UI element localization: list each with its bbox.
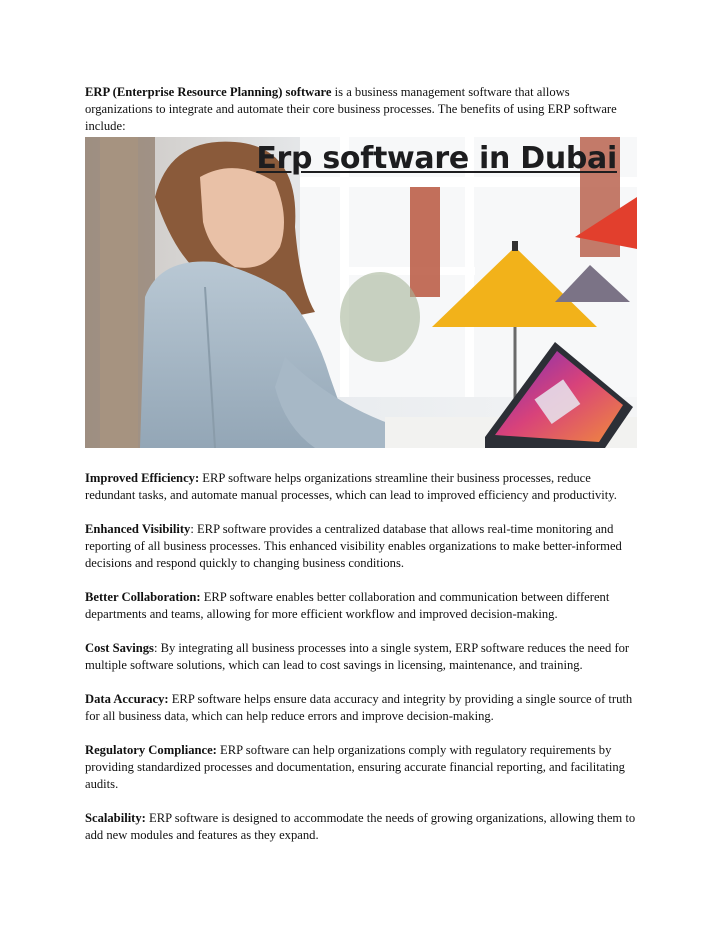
benefit-text: : By integrating all business processes into a single system, ERP software reduces the need for multiple software solutions, which can lead to cost savings in licensing, maintenance, and training.: [85, 641, 630, 672]
benefit-item: [85, 470, 637, 504]
hero-photo: [85, 137, 637, 448]
benefit-item: [85, 742, 637, 793]
benefit-term: Cost Savings: [85, 641, 154, 655]
intro-text: is a business management software that allows organizations to integrate and automate their core business processes. The benefits of using ERP software include:: [85, 85, 617, 133]
benefits-list: [85, 470, 637, 861]
benefit-term: Improved Efficiency:: [85, 471, 200, 485]
benefit-item: [85, 691, 637, 725]
benefit-item: [85, 640, 637, 674]
benefit-term: Data Accuracy:: [85, 692, 169, 706]
benefit-term: Regulatory Compliance:: [85, 743, 217, 757]
benefit-item: [85, 521, 637, 572]
intro-term: ERP (Enterprise Resource Planning) software: [85, 85, 332, 99]
benefit-text: ERP software helps ensure data accuracy and integrity by providing a single source of truth for all business data, which can help reduce errors and improve decision-making.: [85, 692, 633, 723]
benefit-term: Enhanced Visibility: [85, 522, 191, 536]
benefit-text: : ERP software provides a centralized database that allows real-time monitoring and reporting of all business processes. This enhanced visibility enables organizations to make better-informed decisions and respond quickly to changing business conditions.: [85, 522, 622, 570]
benefit-item: [85, 810, 637, 844]
benefit-term: Better Collaboration:: [85, 590, 201, 604]
benefit-text: ERP software can help organizations comply with regulatory requirements by providing standardized processes and documentation, ensuring accurate financial reporting, and facilitating audits.: [85, 743, 625, 791]
benefit-item: [85, 589, 637, 623]
benefit-term: Scalability:: [85, 811, 146, 825]
intro-paragraph: [85, 84, 637, 135]
benefit-text: ERP software is designed to accommodate the needs of growing organizations, allowing them to add new modules and features as they expand.: [85, 811, 636, 842]
hero-image: [85, 137, 637, 448]
benefit-text: ERP software helps organizations streamline their business processes, reduce redundant tasks, and automate manual processes, which can lead to improved efficiency and productivity.: [85, 471, 617, 502]
hero-title: Erp software in Dubai: [256, 141, 617, 176]
benefit-text: ERP software enables better collaboration and communication between different departments and teams, allowing for more efficient workflow and improved decision-making.: [85, 590, 610, 621]
